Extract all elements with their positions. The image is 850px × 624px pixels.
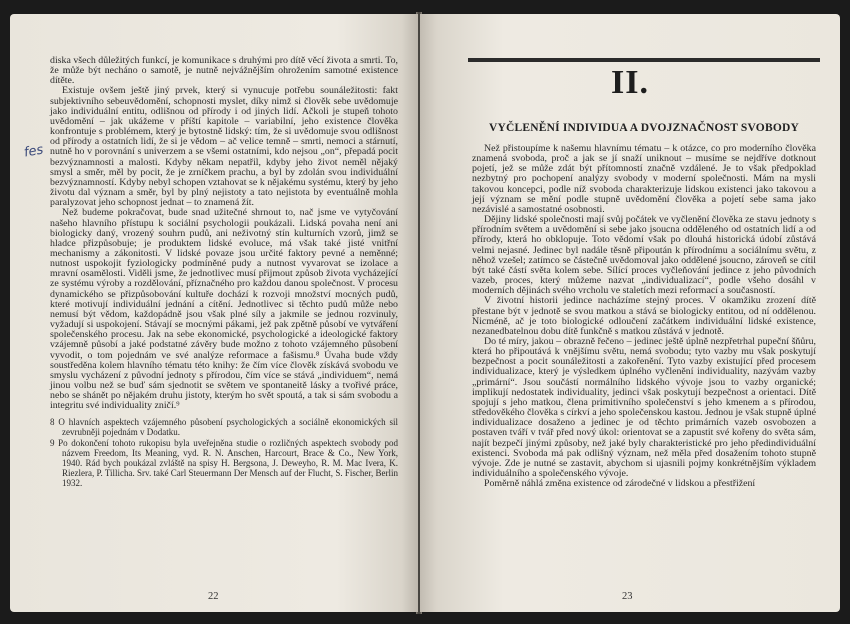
left-page-number: 22 — [208, 591, 219, 602]
handwritten-margin-note: fes — [22, 142, 45, 161]
right-body-text — [472, 144, 816, 489]
chapter-rule — [468, 58, 820, 62]
right-page-number: 23 — [622, 591, 633, 602]
chapter-number: II. — [611, 64, 649, 101]
left-body-text — [50, 56, 398, 489]
right-paragraph-1: Než přistoupíme k našemu hlavnímu tématu – k otázce, co pro moderního člověka znamená svoboda, proč a jak se jí snaží uniknout – musíme se nejdříve dotknout pojetí, jež se může zdát být přítomností značně vzdálené. Je to však předpoklad nezbytný pro pochopení analýzy svobody v moderní společnosti. Mám na mysli takovou koncepci, podle níž svoboda charakterizuje lidskou existenci jako takovou a její význam se mění podle stupně uvědomění člověka a pojetí sebe sama jako nezávislé a samostatné osobnosti. — [472, 143, 816, 215]
right-paragraph-4: Do té míry, jakou – obrazně řečeno – jedinec ještě úplně nezpřetrhal pupeční šňůru, která ho připoutává k vnějšímu světu, nemá svobodu; tyto vazby mu však poskytují bezpečnost a pocit sounáležitosti a zakořenění. Tyto vazby existující před procesem individualizace, který je výsledkem úplného vyčlenění individuality, nazývám vazby „primární“. Jsou součástí normálního lidského vývoje jsou to vazby organické; implikují nedostatek individuality, jedinci však poskytují bezpečnost a orientaci. Dítě spojují s jeho matkou, člena primitivního společenství s jeho kmenem a s přírodou, středověkého člověka s církví a jeho společenskou kastou. Jednou je však stupně úplné individualizace dosaženo a jedinec je od těchto primárních vazeb osvobozen a postaven tváří v tvář před nový úkol: orientovat se a zapustit své kořeny do světa sám, najít bezpečí jinými způsoby, než jaké byly charakteristické pro jeho předindividuální existenci. Svoboda má pak odlišný význam, než měla před dosažením tohoto stupně vývoje. Zde je nutné se zastavit, abychom si ujasnili pojmy konkrétnějším výkladem individuálního a společenského vývoje. — [472, 335, 816, 479]
footnote-8: 8 O hlavních aspektech vzájemného působení psychologických a sociálně ekonomických sil zevrubněji pojednám v Dodatku. — [50, 417, 398, 438]
left-paragraph-3: Než budeme pokračovat, bude snad užitečné shrnout to, nač jsme ve vytyčování našeho hlavního přístupu k sociální psychologii poukázali. Lidská povaha není ani biologicky daný, vrozený souhrn pudů, ani neživotný stín kulturních vzorů, jimž se hladce přizpůsobuje; je produktem lidské evoluce, má však také jisté vnitřní mechanismy a zákonitosti. V lidské povaze jsou určité faktory pevné a neměnné; nutnost uspokojit fyziologicky podmíněné pudy a nutnost vyvarovat se izolace a mravní osamělosti. Viděli jsme, že jednotlivec musí přijmout způsob života vycházející ze systému výroby a rozdělování, příznačného pro každou danou společnost. V procesu dynamického se přizpůsobování kultuře dochází k rozvoji množství mocných pudů, které motivují individuální jednání a cítění. Jednotlivec si těchto pudů může nebo nemusí být vědom, každopádně jsou však plné síly a jakmile se jednou rozvinuly, vyžadují si uspokojení. Stávají se mocnými pákami, jež pak zpětně působí ve vytváření společenského procesu. Jak na sebe ekonomické, psychologické a ideologické faktory vzájemně působí a jaké podstatné závěry bude možno z tohoto vzájemného působení vyvodit, o tom pojednám ve své analýze reformace a fašismu.⁸ Úvaha bude vždy soustředěna kolem hlavního tématu této knihy: že čím více člověk získává svobodu ve smyslu vycházení z původní jednoty s přírodou, čím více se stává „individuem“, nemá jinou volbu než se buď sám sjednotit se světem ve spontaneitě lásky a tvořivé práce, nebo se shánět po nějakém druhu jistoty, kterým ho svět spoutá, a tak si sám svobodu a integritu své individuality zničí.⁹ — [50, 207, 398, 412]
right-paragraph-2: Dějiny lidské společnosti mají svůj počátek ve vyčlenění člověka ze stavu jednoty s přírodním světem a uvědomění si sebe jako jsoucna odděleného od ostatních lidí a od přírody, která ho obklopuje. Toto vědomí však po dlouhá historická údobí zůstává velmi nejasné. Jedinec byl nadále těsně připoután k přírodnímu a sociálnímu světu, z něhož vzešel; zatímco se částečně uvědomoval jako oddělené jsoucno, zároveň se cítil být také částí světa kolem sebe. Sílící proces vyčleňování jedince z jeho původních vazeb, proces, který můžeme nazvat „individualizací“, podle všeho dosáhl v moderních dějinách svého vrcholu ve staletích mezi reformací a současností. — [472, 214, 816, 297]
footnote-9: 9 Po dokončení tohoto rukopisu byla uveřejněna studie o rozličných aspektech svobody pod názvem Freedom, Its Meaning, vyd. R. N. Anschen, Harcourt, Brace & Co., New York, 1940. Rád bych poukázal zvláště na spisy H. Bergsona, J. Deweyho, R. M. Mac Ivera, K. Riezlera, P. Tillicha. Srv. také Carl Steuermann Der Mensch auf der Flucht, S. Fischer, Berlin 1932. — [50, 438, 398, 489]
left-page — [10, 14, 418, 612]
right-page — [420, 14, 840, 612]
right-paragraph-3: V životní historii jedince nacházíme stejný proces. V okamžiku zrození dítě přestane být v jednotě se svou matkou a stává se biologicky entitou, od ní oddělenou. Nicméně, ač je toto biologické odloučení začátkem individuální lidské existence, nezanedbatelnou dobu dítě funkčně s matkou zůstává v jednotě. — [472, 295, 816, 337]
right-paragraph-5: Poměrně náhlá změna existence od zárodečné v lidskou a přestřižení — [484, 478, 756, 490]
left-paragraph-1: diska všech důležitých funkcí, je komunikace s druhými pro dítě věcí života a smrti. To, že může být necháno o samotě, je nutně nejvážnějším ohrožením samotné existence dítěte. — [50, 55, 398, 87]
left-paragraph-2: Existuje ovšem ještě jiný prvek, který si vynucuje potřebu sounáležitosti: fakt subjektivního sebeuvědomění, schopnosti myslet, díky nimž si člověk sebe uvědomuje jako individuální entitu, odlišnou od přírody i od jiných lidí. Ačkoli je stupeň tohoto uvědomění – jak ukážeme v příští kapitole – variabilní, jeho existence člověka konfrontuje s problémem, který je bytostně lidský: tím, že si uvědomuje svou odlišnost od přírody a ostatních lidí, že si je vědom – ač velice temně – smrti, nemoci a stárnutí, nutně ho v porovnání s univerzem a se všemi ostatními, kdo nejsou „on“, přepadá pocit bezvýznamnosti a malosti. Kdyby někam nepatřil, kdyby jeho život neměl nějaký smysl a směr, měl by pocit, že je zrníčkem prachu, a byl by zdolán svou individuální bezvýznamností. Kdyby nebyl schopen vztahovat se k nějakému systému, který by jeho životu dal význam a směr, byl by plný nejistoty a tato nejistota by eventuálně mohla paralyzovat jeho schopnost jednat – to znamená žít. — [50, 85, 398, 209]
footnotes — [50, 417, 398, 488]
chapter-title: VYČLENĚNÍ INDIVIDUA A DVOJZNAČNOST SVOBODY — [489, 122, 799, 134]
